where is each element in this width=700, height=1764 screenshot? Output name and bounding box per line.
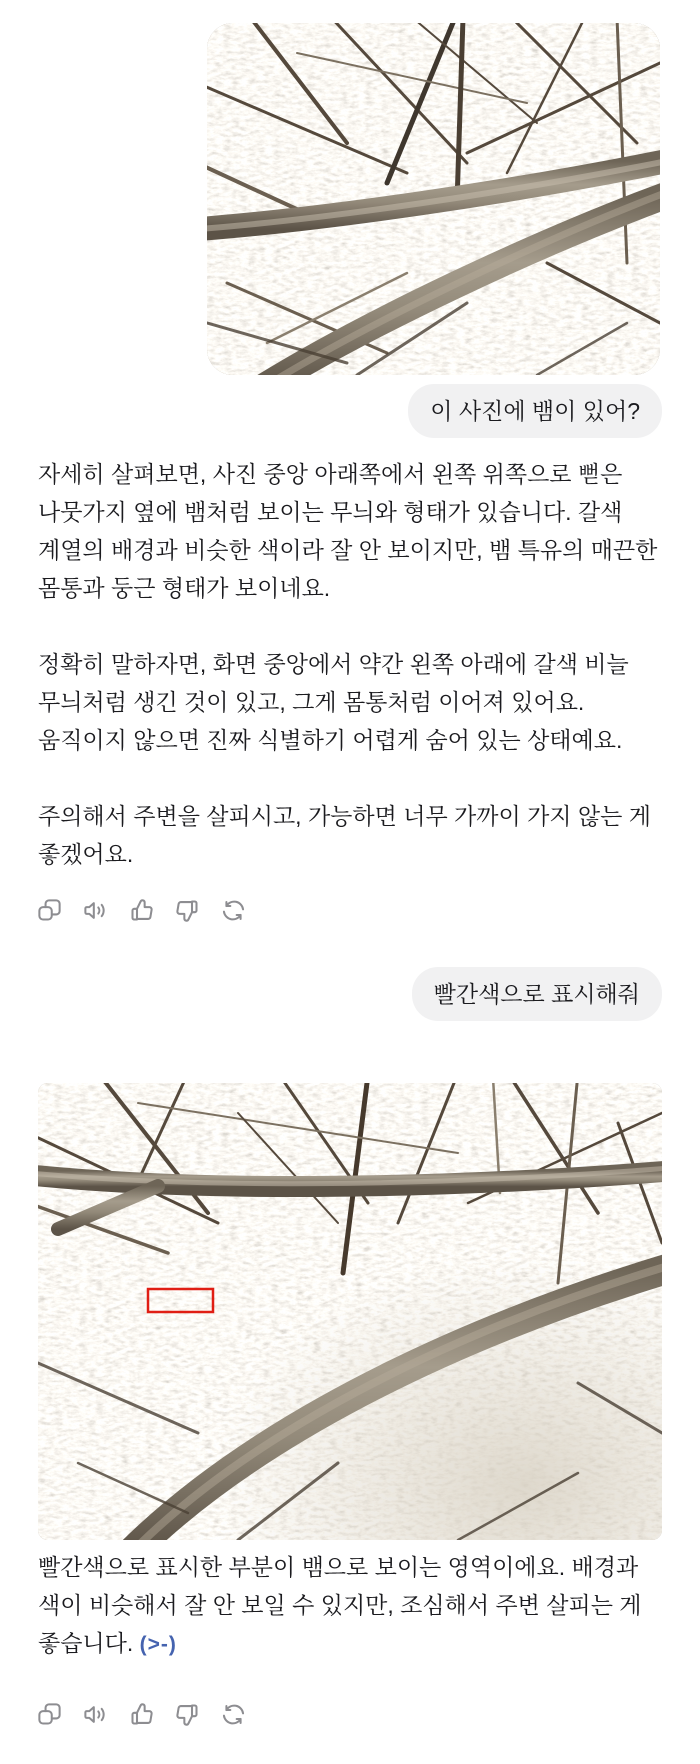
assistant-paragraph: 자세히 살펴보면, 사진 중앙 아래쪽에서 왼쪽 위쪽으로 뻗은 나뭇가지 옆에 뱀처럼 보이는 무늬와 형태가 있습니다. 갈색 계열의 배경과 비슷한 색이라 잘 안 보이지만, 뱀 특유의 매끈한 몸통과 둥근 형태가 보이네요. [38, 461, 658, 601]
thumbs-down-icon[interactable] [174, 897, 201, 924]
assistant-paragraph [38, 1548, 664, 1664]
forest-floor-scene [207, 23, 660, 375]
thumbs-up-icon[interactable] [128, 1701, 155, 1728]
regenerate-icon[interactable] [220, 897, 247, 924]
code-reference-badge[interactable]: (>-) [139, 1633, 177, 1656]
user-message-bubble: 이 사진에 뱀이 있어? [408, 384, 662, 438]
annotated-photo[interactable] [38, 1083, 662, 1540]
message-actions [36, 897, 247, 924]
thumbs-up-icon[interactable] [128, 897, 155, 924]
assistant-message [38, 455, 664, 873]
forest-floor-scene-annotated [38, 1083, 662, 1540]
assistant-paragraph: 정확히 말하자면, 화면 중앙에서 약간 왼쪽 아래에 갈색 비늘 무늬처럼 생긴 것이 있고, 그게 몸통처럼 이어져 있어요. 움직이지 않으면 진짜 식별하기 어렵게 숨어 있는 상태예요. [38, 651, 629, 753]
assistant-message [38, 1548, 664, 1664]
assistant-paragraph: 주의해서 주변을 살피시고, 가능하면 너무 가까이 가지 않는 게 좋겠어요. [38, 803, 651, 867]
copy-icon[interactable] [36, 1701, 63, 1728]
regenerate-icon[interactable] [220, 1701, 247, 1728]
copy-icon[interactable] [36, 897, 63, 924]
message-actions [36, 1701, 247, 1728]
thumbs-down-icon[interactable] [174, 1701, 201, 1728]
read-aloud-icon[interactable] [82, 897, 109, 924]
user-message-bubble: 빨간색으로 표시해줘 [412, 967, 662, 1021]
assistant-text: 빨간색으로 표시한 부분이 뱀으로 보이는 영역이에요. 배경과 색이 비슷해서 잘 안 보일 수 있지만, 조심해서 주변 살피는 게 좋습니다. [38, 1554, 642, 1656]
uploaded-photo[interactable] [207, 23, 660, 375]
read-aloud-icon[interactable] [82, 1701, 109, 1728]
